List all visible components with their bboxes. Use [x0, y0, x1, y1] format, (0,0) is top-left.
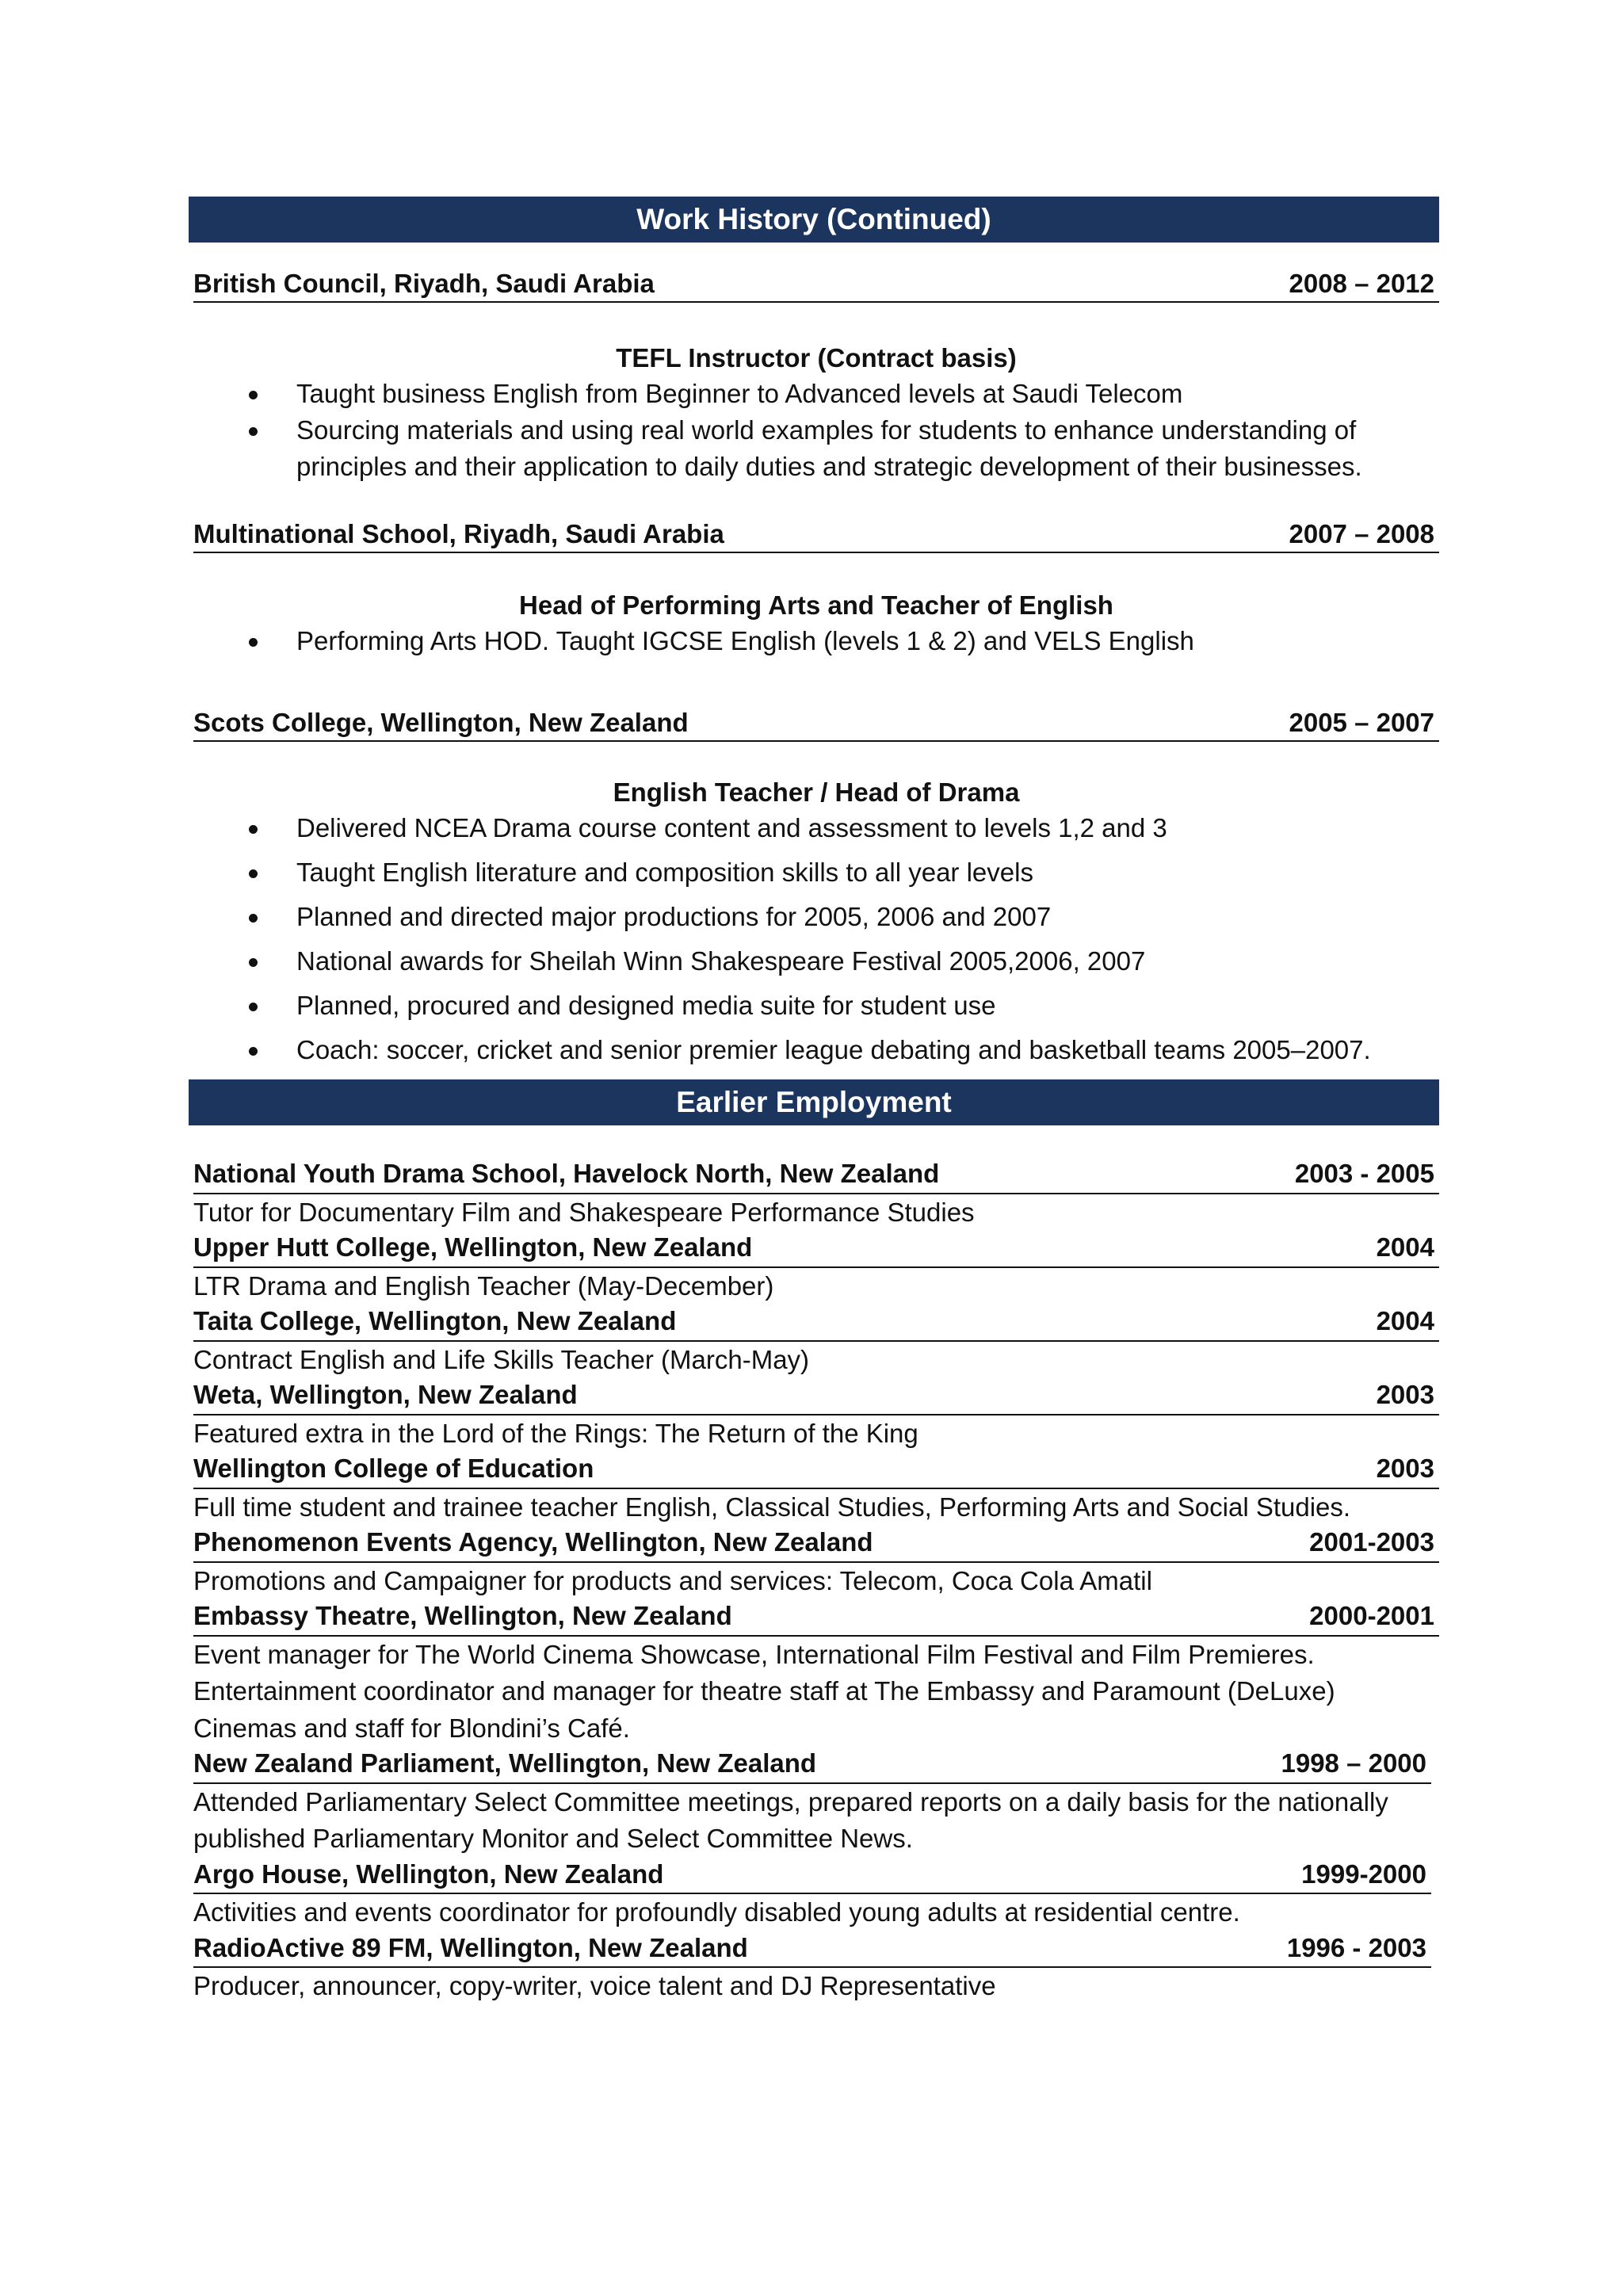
bullet-icon	[249, 1047, 258, 1056]
bullet-icon	[249, 427, 258, 436]
earlier-org: Argo House, Wellington, New Zealand	[193, 1859, 664, 1889]
bullet-text: Planned, procured and designed media suite for student use	[296, 991, 996, 1020]
earlier-header	[193, 1305, 1439, 1342]
bullet-item	[193, 376, 1439, 412]
job-bullets	[193, 623, 1439, 659]
job-title: Head of Performing Arts and Teacher of English	[519, 590, 1113, 620]
earlier-years: 2003	[1376, 1380, 1434, 1409]
earlier-header	[193, 1378, 1439, 1415]
earlier-header	[193, 1157, 1439, 1194]
bullet-icon	[249, 391, 258, 399]
earlier-org: Wellington College of Education	[193, 1454, 594, 1483]
bullet-text: Taught business English from Beginner to Advanced levels at Saudi Telecom	[296, 379, 1183, 408]
earlier-header	[193, 1231, 1439, 1268]
bullet-icon	[249, 869, 258, 878]
earlier-desc: Contract English and Life Skills Teacher (March-May)	[193, 1344, 810, 1374]
earlier-header	[193, 1931, 1431, 1969]
earlier-header	[193, 1599, 1439, 1637]
earlier-org: Phenomenon Events Agency, Wellington, New Zealand	[193, 1527, 873, 1557]
earlier-years: 1998 – 2000	[1281, 1748, 1426, 1778]
earlier-years: 1996 - 2003	[1286, 1932, 1426, 1962]
earlier-desc: Promotions and Campaigner for products and services: Telecom, Coca Cola Amatil	[193, 1565, 1152, 1595]
earlier-employment-header: Earlier Employment	[189, 1079, 1439, 1125]
job-years: 2007 – 2008	[1289, 519, 1434, 548]
earlier-desc: Tutor for Documentary Film and Shakespeare Performance Studies	[193, 1197, 975, 1227]
job-title: TEFL Instructor (Contract basis)	[616, 343, 1017, 372]
earlier-desc: Full time student and trainee teacher English, Classical Studies, Performing Arts and Social Studies.	[193, 1492, 1351, 1522]
job-header	[193, 268, 1439, 303]
bullet-icon	[249, 958, 258, 967]
earlier-header	[193, 1526, 1439, 1563]
earlier-desc: Activities and events coordinator for profoundly disabled young adults at residential centre.	[193, 1897, 1240, 1927]
earlier-desc: Featured extra in the Lord of the Rings: The Return of the King	[193, 1418, 918, 1448]
earlier-org: Embassy Theatre, Wellington, New Zealand	[193, 1601, 732, 1630]
job-org: Scots College, Wellington, New Zealand	[193, 708, 689, 737]
job-title: English Teacher / Head of Drama	[613, 777, 1020, 807]
job-bullets	[193, 810, 1439, 1068]
bullet-text: Sourcing materials and using real world examples for students to enhance understanding of principles and their application to daily duties and strategic development of their businesses.	[296, 415, 1362, 481]
job-org: Multinational School, Riyadh, Saudi Arabia	[193, 519, 724, 548]
job-years: 2008 – 2012	[1289, 269, 1434, 298]
bullet-text: National awards for Sheilah Winn Shakespeare Festival 2005,2006, 2007	[296, 946, 1146, 976]
earlier-list	[193, 1157, 1439, 2005]
job-header	[193, 518, 1439, 553]
earlier-desc: LTR Drama and English Teacher (May-December)	[193, 1270, 774, 1301]
earlier-years: 2003	[1376, 1454, 1434, 1483]
earlier-org: National Youth Drama School, Havelock North, New Zealand	[193, 1159, 940, 1188]
earlier-org: Weta, Wellington, New Zealand	[193, 1380, 578, 1409]
earlier-header	[193, 1858, 1431, 1895]
earlier-desc: Event manager for The World Cinema Showcase, International Film Festival and Film Premieres. Entertainment coordinator and manager for theatre staff at The Embassy and Paramount (DeLuxe) Cinemas and staff for Blondini’s Café.	[193, 1639, 1335, 1743]
earlier-years: 2004	[1376, 1306, 1434, 1335]
work-history-header: Work History (Continued)	[189, 197, 1439, 243]
bullet-item	[193, 899, 1439, 935]
earlier-years: 2003 - 2005	[1294, 1159, 1434, 1188]
bullet-item	[193, 1032, 1439, 1068]
earlier-org: Upper Hutt College, Wellington, New Zealand	[193, 1232, 753, 1262]
bullet-item	[193, 943, 1439, 980]
bullet-text: Performing Arts HOD. Taught IGCSE English (levels 1 & 2) and VELS English	[296, 626, 1194, 655]
earlier-org: RadioActive 89 FM, Wellington, New Zealand	[193, 1932, 748, 1962]
bullet-text: Taught English literature and composition skills to all year levels	[296, 858, 1033, 887]
bullet-item	[193, 988, 1439, 1024]
job-bullets	[193, 376, 1439, 485]
earlier-desc: Producer, announcer, copy-writer, voice talent and DJ Representative	[193, 1971, 996, 2000]
bullet-icon	[249, 1003, 258, 1011]
earlier-years: 1999-2000	[1301, 1859, 1426, 1889]
earlier-desc: Attended Parliamentary Select Committee meetings, prepared reports on a daily basis for the nationally published Parliamentary Monitor and Select Committee News.	[193, 1786, 1388, 1853]
bullet-item	[193, 854, 1439, 891]
job-years: 2005 – 2007	[1289, 708, 1434, 737]
bullet-icon	[249, 638, 258, 647]
earlier-years: 2000-2001	[1309, 1601, 1434, 1630]
bullet-text: Delivered NCEA Drama course content and assessment to levels 1,2 and 3	[296, 813, 1167, 842]
bullet-icon	[249, 825, 258, 834]
job-header	[193, 707, 1439, 742]
bullet-text: Planned and directed major productions for 2005, 2006 and 2007	[296, 902, 1052, 931]
bullet-item	[193, 623, 1439, 659]
job-org: British Council, Riyadh, Saudi Arabia	[193, 269, 655, 298]
bullet-item	[193, 412, 1439, 485]
earlier-header	[193, 1452, 1439, 1489]
earlier-header	[193, 1747, 1431, 1784]
earlier-years: 2004	[1376, 1232, 1434, 1262]
earlier-org: Taita College, Wellington, New Zealand	[193, 1306, 677, 1335]
bullet-item	[193, 810, 1439, 846]
bullet-text: Coach: soccer, cricket and senior premier league debating and basketball teams 2005–2007.	[296, 1035, 1371, 1064]
earlier-org: New Zealand Parliament, Wellington, New Zealand	[193, 1748, 817, 1778]
earlier-years: 2001-2003	[1309, 1527, 1434, 1557]
bullet-icon	[249, 914, 258, 923]
